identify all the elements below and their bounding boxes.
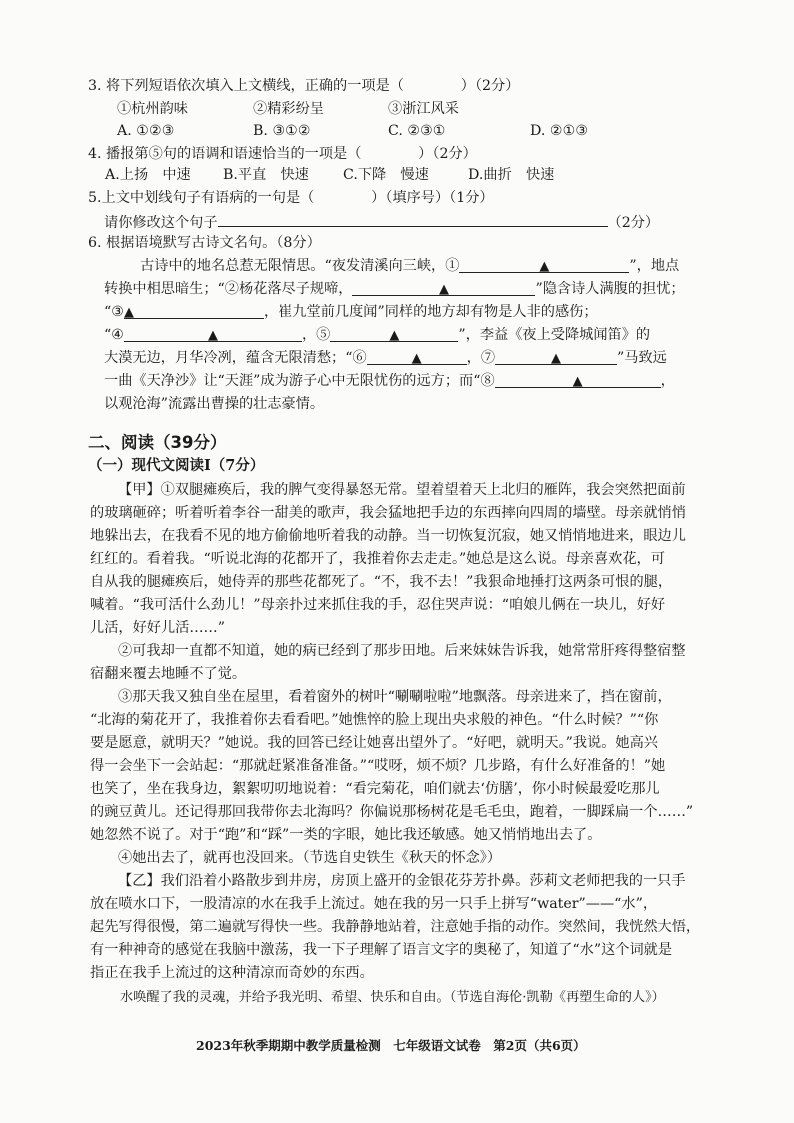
q4-stem: 4. 播报第⑤句的语调和语速恰当的一项是（ ）（2分） [88, 146, 477, 162]
passage-a-line: 也笑了，坐在我身边，絮絮叨叨地说着：“看完菊花，咱们就去‘仿膳’，你小时候最爱吃那儿 [90, 781, 660, 797]
q6-blank-2[interactable] [352, 279, 535, 296]
q3-option-b: B. ③①② [253, 123, 311, 139]
triangle-marker-icon: ▲ [551, 351, 562, 366]
passage-b-line: 放在喷水口下，一股清凉的水在我手上流过。她在我的另一只手上拼写“water”——“水”， [90, 896, 658, 912]
q6-text: “④ [104, 327, 124, 343]
q3-option-a: A. ①②③ [117, 123, 175, 139]
q6-line-6 [104, 371, 675, 391]
q6-text: ”，李益《夜上受降城闻笛》的 [458, 327, 651, 343]
q6-text: ，崔九堂前几度闻”同样的地方却有物是人非的感伤； [263, 304, 598, 320]
q6-text: ， [660, 373, 675, 389]
q6-line-5 [104, 348, 667, 368]
q3-phrase-3: ③浙江风采 [388, 101, 459, 117]
passage-b-line: 水唤醒了我的灵魂，并给予我光明、希望、快乐和自由。（节选自海伦·凯勒《再塑生命的人》） [120, 990, 665, 1005]
q6-line-2 [104, 279, 685, 299]
passage-b-line: 有一种神奇的感觉在我脑中激荡，我一下子理解了语言文字的奥秘了，知道了“水”这个词就是 [90, 942, 673, 958]
q6-text: ”隐含诗人满腹的担忧； [535, 281, 685, 297]
q6-blank-5[interactable] [330, 325, 458, 342]
passage-a-line: 地躲出去，在我看不见的地方偷偷地听着我的动静。当一切恢复沉寂，她又悄悄地进来，眼边儿 [90, 528, 686, 544]
subsection-title: （一）现代文阅读Ⅰ（7分） [88, 457, 265, 474]
q6-text: ”马致远 [617, 350, 667, 366]
passage-b-line: 指正在我手上流过的这种清凉而奇妙的东西。 [90, 965, 374, 981]
triangle-marker-icon: ▲ [389, 328, 400, 343]
passage-a-line: 自从我的腿瘫痪后，她侍弄的那些花都死了。“不，我不去！”我狠命地捶打这两条可恨的腿， [90, 574, 673, 590]
q5-answer-blank[interactable] [218, 210, 608, 227]
q5-rewrite-line [104, 210, 659, 233]
passage-a-line: 的豌豆黄儿。还记得那回我带你去北海吗？你偏说那杨树花是毛毛虫，跑着，一脚踩扁一个……” [90, 804, 694, 820]
q3-phrase-2: ②精彩纷呈 [253, 101, 324, 117]
q4-option-d: D.曲折 快速 [468, 167, 555, 183]
passage-a-line: 宿翻来覆去地睡不了觉。 [90, 666, 247, 682]
q6-blank-4[interactable] [124, 325, 302, 342]
q3-phrase-1: ①杭州韵味 [117, 101, 188, 117]
passage-a-line: 【甲】①双腿瘫痪后，我的脾气变得暴怒无常。望着望着天上北归的雁阵，我会突然把面前 [118, 482, 686, 498]
q3-option-c: C. ②③① [388, 123, 446, 139]
q6-text: ，⑦ [466, 350, 496, 366]
q6-text: 一曲《天净沙》让“天涯”成为游子心中无限忧伤的远方；而“⑧ [104, 373, 495, 389]
q6-line-1 [140, 256, 679, 276]
q4-option-b: B.平直 快速 [223, 167, 309, 183]
passage-a-line: ④她出去了，就再也没回来。（节选自史铁生《秋天的怀念》） [118, 850, 502, 866]
page-footer: 2023年秋季期期中教学质量检测 七年级语文试卷 第2页（共6页） [196, 1038, 586, 1053]
passage-a-line: 儿活，好好儿活……” [90, 620, 225, 636]
passage-b-line: 【乙】我们沿着小路散步到井房，房顶上盛开的金银花芬芳扑鼻。莎莉文老师把我的一只手 [118, 873, 686, 889]
q6-text: 转换中相思暗生；“②杨花落尽子规啼， [104, 281, 353, 297]
section-title: 二、阅读（39分） [88, 433, 227, 452]
q6-blank-3[interactable] [124, 302, 264, 319]
q6-blank-6[interactable] [367, 348, 467, 365]
q6-text: 古诗中的地名总惹无限情思。“夜发清溪向三峡，① [140, 258, 460, 274]
q6-blank-8[interactable] [495, 371, 661, 388]
passage-a-line: 得一会坐下一会站起：“那就赶紧准备准备。”“哎呀，烦不烦？几步路，有什么好准备的！”她 [90, 758, 666, 774]
q3-option-d: D. ②①③ [530, 123, 589, 139]
q5-stem: 5.上文中划线句子有语病的一句是（ ）（填序号）（1分） [88, 190, 494, 206]
passage-a-line: ③那天我又独自坐在屋里，看着窗外的树叶“唰唰啦啦”地飘落。母亲进来了，挡在窗前， [118, 689, 672, 705]
q6-text: ”，地点 [629, 258, 680, 274]
q4-option-a: A.上扬 中速 [105, 167, 191, 183]
triangle-marker-icon: ▲ [572, 374, 583, 389]
triangle-marker-icon: ▲ [438, 282, 449, 297]
q6-blank-1[interactable] [459, 256, 629, 273]
q6-stem: 6. 根据语境默写古诗文名句。（8分） [88, 235, 321, 251]
q6-line-3 [104, 302, 598, 322]
q6-text: “③ [104, 304, 124, 320]
q6-line-7: 以观沧海”流露出曹操的壮志豪情。 [104, 396, 325, 412]
q6-blank-7[interactable] [495, 348, 617, 365]
triangle-marker-icon: ▲ [539, 259, 550, 274]
q5-rewrite-prompt: 请你修改这个句子 [104, 215, 218, 231]
passage-a-line: 喊着。“我可活什么劲儿！”母亲扑过来抓住我的手，忍住哭声说：“咱娘儿俩在一块儿，好好 [90, 597, 666, 613]
passage-b-line: 起先写得很慢，第二遍就写得快一些。我静静地站着，注意她手指的动作。突然间，我恍然大悟， [90, 919, 701, 935]
passage-a-line: “北海的菊花开了，我推着你去看看吧。”她憔悴的脸上现出央求般的神色。“什么时候？”“你 [90, 712, 659, 728]
passage-a-line: 她忽然不说了。对于“跑”和“踩”一类的字眼，她比我还敏感。她又悄悄地出去了。 [90, 827, 602, 843]
passage-a-line: ②可我却一直都不知道，她的病已经到了那步田地。后来妹妹告诉我，她常常肝疼得整宿整 [118, 643, 686, 659]
q6-text: ，⑤ [301, 327, 331, 343]
passage-a-line: 要是愿意，就明天？”她说。我的回答已经让她喜出望外了。“好吧，就明天。”我说。她高兴 [90, 735, 658, 751]
triangle-marker-icon: ▲ [123, 305, 134, 320]
q6-line-4 [104, 325, 650, 345]
triangle-marker-icon: ▲ [207, 328, 218, 343]
q3-stem: 3. 将下列短语依次填入上文横线，正确的一项是（ ）（2分） [88, 78, 520, 94]
q5-score: （2分） [607, 215, 660, 231]
passage-a-line: 红红的。看着我。“听说北海的花都开了，我推着你去走走。”她总是这么说。母亲喜欢花，可 [90, 551, 665, 567]
q6-text: 大漠无边，月华冷冽，蕴含无限清愁；“⑥ [104, 350, 367, 366]
triangle-marker-icon: ▲ [411, 351, 422, 366]
q4-option-c: C.下降 慢速 [343, 167, 429, 183]
passage-a-line: 的玻璃砸碎；听着听着李谷一甜美的歌声，我会猛地把手边的东西摔向四周的墙壁。母亲就悄悄 [90, 505, 686, 521]
